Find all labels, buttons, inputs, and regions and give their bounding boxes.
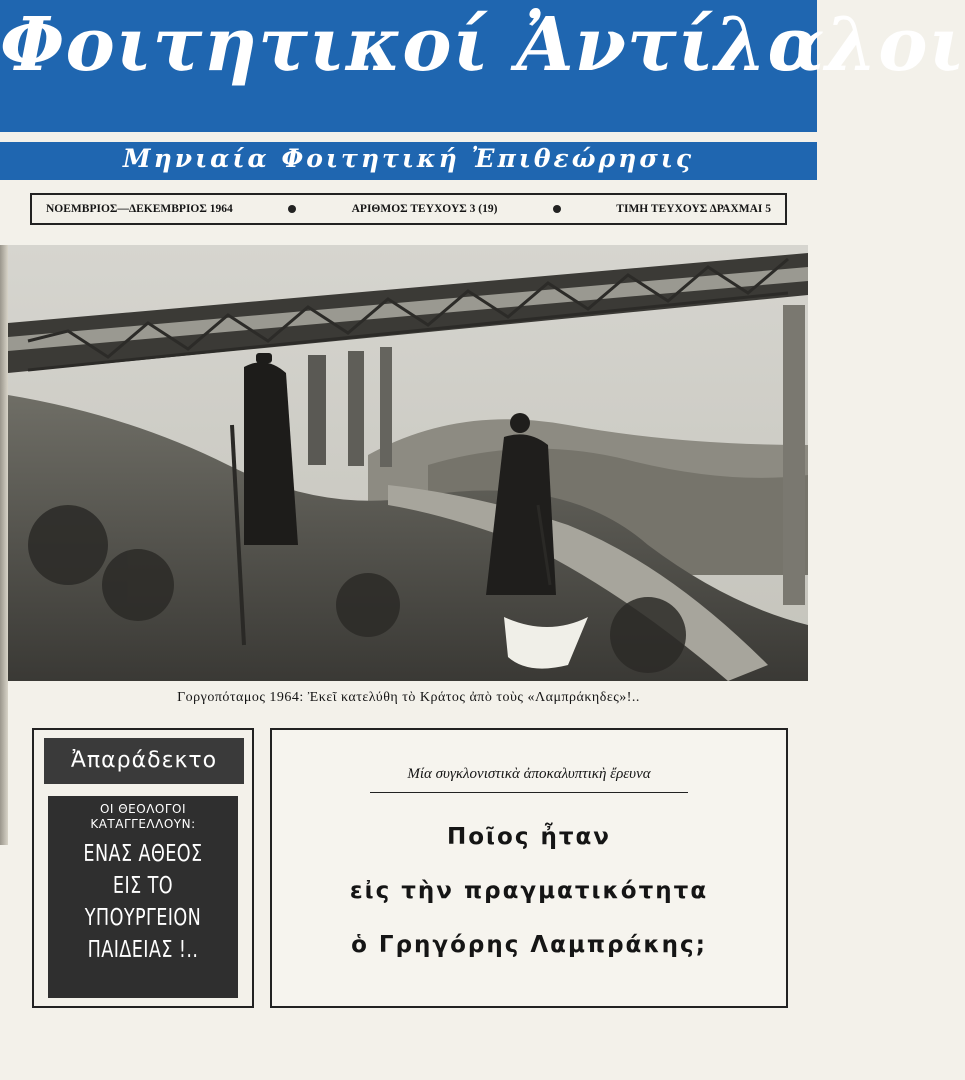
sidebar-headline-line-2: ΕΙΣ ΤΟ ΥΠΟΥΡΓΕΙΟΝ — [84, 873, 202, 931]
cover-photo — [8, 245, 808, 681]
masthead — [0, 0, 965, 132]
sidebar-story-box — [32, 728, 254, 1008]
photo-caption: Γοργοπόταμος 1964: Ἐκεῖ κατελύθη τὸ Κράτος ἀπὸ τοὺς «Λαμπράκηδες»!.. — [177, 690, 640, 705]
bridge-photo-illustration — [8, 245, 808, 681]
sidebar-kicker-line-1: ΟΙ ΘΕΟΛΟΓΟΙ — [99, 802, 187, 816]
sidebar-headline-line-1: ΕΝΑΣ ΑΘΕΟΣ — [83, 841, 203, 867]
feature-kicker: Μία συγκλονιστικὰ ἀποκαλυπτικὴ ἔρευνα — [407, 766, 651, 782]
sidebar-panel — [48, 796, 238, 998]
page-binding-edge — [0, 245, 8, 845]
sidebar-heading: Ἀπαράδεκτο — [44, 738, 244, 784]
sidebar-headline-line-3: ΠΑΙΔΕΙΑΣ !.. — [87, 937, 199, 963]
feature-headline-line-3: ὁ Γρηγόρης Λαμπράκης; — [351, 932, 707, 958]
sidebar-kicker-line-2: ΚΑΤΑΓΓΕΛΛΟΥΝ: — [90, 817, 196, 831]
sidebar-headline — [62, 838, 224, 966]
issue-date: ΝΟΕΜΒΡΙΟΣ—ΔΕΚΕΜΒΡΙΟΣ 1964 — [46, 203, 233, 215]
sidebar-kicker — [48, 796, 238, 832]
masthead-divider — [0, 132, 817, 142]
kicker-underline — [370, 792, 688, 793]
issue-info-bar — [30, 193, 787, 225]
bullet-dot-icon — [288, 205, 296, 213]
bullet-dot-icon — [553, 205, 561, 213]
magazine-title: Φοιτητικοί Ἀντίλαλοι — [0, 2, 965, 88]
issue-number: ΑΡΙΘΜΟΣ ΤΕΥΧΟΥΣ 3 (19) — [351, 203, 498, 215]
feature-story-box — [270, 728, 788, 1008]
subtitle-banner — [0, 142, 817, 180]
magazine-subtitle: Μηνιαία Φοιτητική Ἐπιθεώρησις — [122, 144, 695, 173]
feature-headline-line-2: εἰς τὴν πραγματικότητα — [349, 878, 709, 904]
feature-headline-line-1: Ποῖος ἦταν — [447, 824, 611, 850]
issue-price: ΤΙΜΗ ΤΕΥΧΟΥΣ ΔΡΑΧΜΑΙ 5 — [616, 203, 771, 215]
